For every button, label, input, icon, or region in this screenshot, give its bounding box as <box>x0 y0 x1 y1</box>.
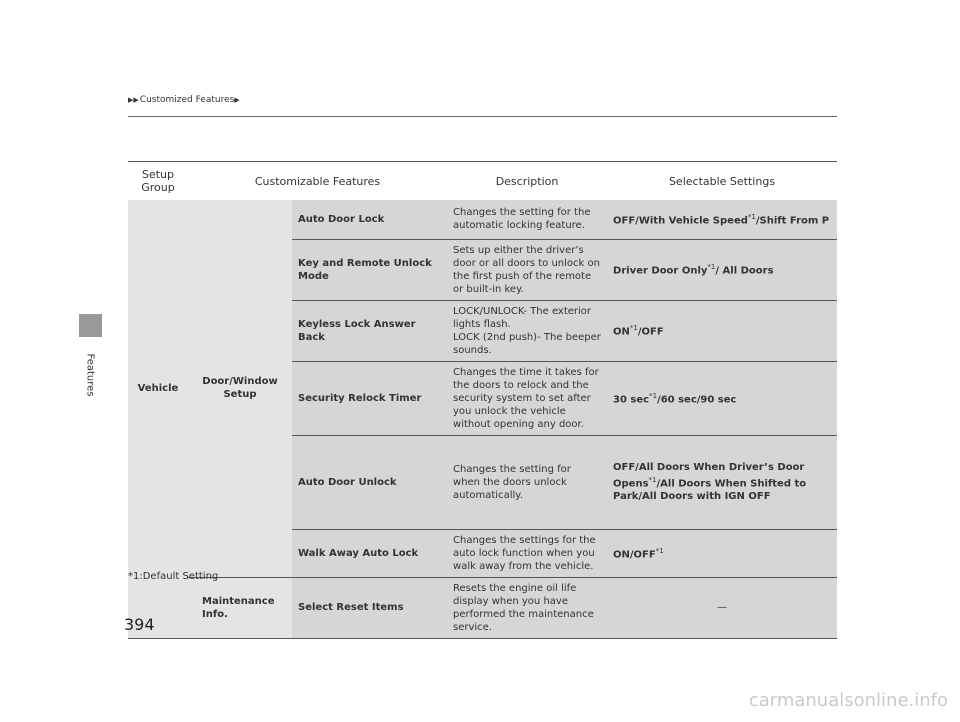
feature-walk-away-auto-lock: Walk Away Auto Lock <box>292 529 447 577</box>
section-label <box>82 345 98 405</box>
description-auto-door-unlock: Changes the setting for when the doors unlock automatically. <box>447 435 607 529</box>
breadcrumb <box>128 95 241 105</box>
table-row <box>128 577 837 638</box>
breadcrumb-link[interactable]: Customized Features <box>139 95 235 105</box>
settings-keyless-lock-answer-back: ON$^{*1}$/OFF <box>607 300 837 361</box>
table-row <box>128 200 837 239</box>
section-label-text: Features <box>84 353 96 397</box>
group-maintenance-info: Maintenance Info. <box>188 577 292 638</box>
description-security-relock-timer: Changes the time it takes for the doors to relock and the security system to set after you unlock the vehicle without opening any door. <box>447 361 607 435</box>
description-key-remote-unlock-mode: Sets up either the driver’s door or all doors to unlock on the first push of the remote or built-in key. <box>447 239 607 300</box>
customized-features-table <box>128 161 837 639</box>
settings-walk-away-auto-lock: ON/OFF$^{*1}$ <box>607 529 837 577</box>
settings-security-relock-timer: 30 $\sec^{*1}/60$ sec/90 sec <box>607 361 837 435</box>
settings-key-remote-unlock-mode: Driver Door Only$^{*1}$/ All Doors <box>607 239 837 300</box>
description-keyless-lock-answer-back: LOCK/UNLOCK- The exterior lights flash. LOCK (2nd push)- The beeper sounds. <box>447 300 607 361</box>
watermark: carmanualsonline.info <box>748 690 948 711</box>
settings-select-reset-items: — <box>607 577 837 638</box>
section-tab-marker <box>79 314 102 337</box>
feature-auto-door-unlock: Auto Door Unlock <box>292 435 447 529</box>
settings-auto-door-unlock: OFF/All Doors When Driver’s Door Opens$^{*1}$/All Doors When Shifted to Park/All Doors with IGN OFF <box>607 435 837 529</box>
group-vehicle: Vehicle <box>128 200 188 577</box>
breadcrumb-arrow-icon: ▶ <box>234 96 240 104</box>
table-header-row <box>128 162 837 201</box>
header-divider <box>128 116 837 117</box>
column-header-description: Description <box>447 162 607 201</box>
column-header-selectable-settings: Selectable Settings <box>607 162 837 201</box>
feature-security-relock-timer: Security Relock Timer <box>292 361 447 435</box>
column-header-customizable-features: Customizable Features <box>188 162 447 201</box>
feature-keyless-lock-answer-back: Keyless Lock Answer Back <box>292 300 447 361</box>
column-header-setup-group: Setup Group <box>128 162 188 201</box>
feature-select-reset-items: Select Reset Items <box>292 577 447 638</box>
footnote: *1:Default Setting <box>128 571 219 582</box>
group-door-window-setup: Door/Window Setup <box>188 200 292 577</box>
page-number: 394 <box>124 615 155 634</box>
feature-key-remote-unlock-mode: Key and Remote Unlock Mode <box>292 239 447 300</box>
description-select-reset-items: Resets the engine oil life display when you have performed the maintenance service. <box>447 577 607 638</box>
description-auto-door-lock: Changes the setting for the automatic locking feature. <box>447 200 607 239</box>
settings-auto-door-lock: OFF/With Vehicle Speed$^{*1}$/Shift From P <box>607 200 837 239</box>
breadcrumb-arrow-icon: ▶▶ <box>128 96 139 104</box>
feature-auto-door-lock: Auto Door Lock <box>292 200 447 239</box>
description-walk-away-auto-lock: Changes the settings for the auto lock function when you walk away from the vehicle. <box>447 529 607 577</box>
